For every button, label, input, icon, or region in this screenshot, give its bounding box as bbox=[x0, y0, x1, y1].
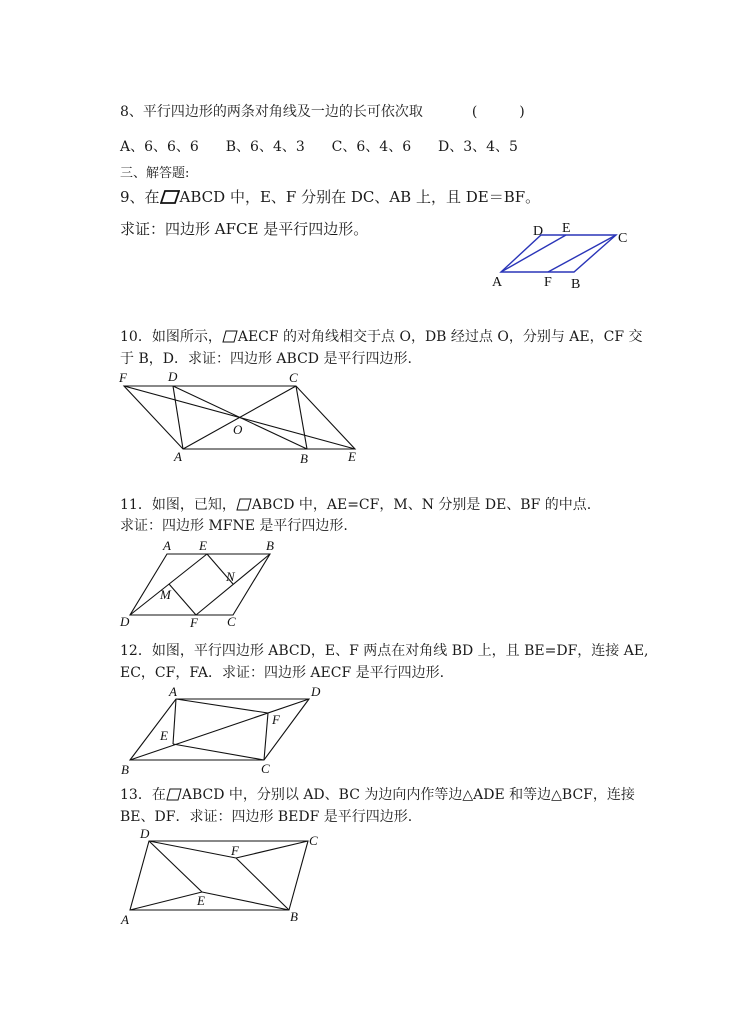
q12-segment-cf bbox=[264, 713, 268, 760]
q12-figure bbox=[115, 682, 335, 777]
q8-answer-paren: ( ) bbox=[471, 104, 525, 120]
q8-option-d: D、3、4、5 bbox=[438, 139, 518, 155]
q12-label-f: F bbox=[272, 712, 280, 727]
q10-rest: AECF 的对角线相交于点 O，DB 经过点 O，分别与 AE，CF 交 bbox=[237, 329, 643, 345]
q13-label-b: B bbox=[290, 909, 298, 924]
q8-option-c: C、6、4、6 bbox=[331, 139, 412, 155]
q10-label-c: C bbox=[289, 370, 298, 385]
q11-label-d: D bbox=[120, 614, 130, 629]
q12-label-c: C bbox=[261, 761, 270, 776]
q11-label-c: C bbox=[227, 614, 236, 629]
q11-segment-fb bbox=[196, 554, 270, 615]
q13-label-f: F bbox=[231, 843, 239, 858]
q11-label-b: B bbox=[266, 538, 274, 553]
q10-prefix: 10．如图所示， bbox=[120, 329, 222, 345]
q13-rest: ABCD 中，分别以 AD、BC 为边向内作等边△ADE 和等边△BCF，连接 bbox=[181, 787, 635, 803]
q12-segment-ae bbox=[173, 699, 176, 744]
q10-label-a: A bbox=[174, 449, 182, 464]
q11-segment-mf bbox=[169, 584, 196, 615]
q12-label-e: E bbox=[160, 728, 168, 743]
q8-option-b: B、6、4、3 bbox=[225, 139, 305, 155]
q12-segment-ec bbox=[173, 744, 264, 760]
q9-label-d: D bbox=[533, 224, 544, 239]
parallelogram-symbol-icon bbox=[160, 190, 180, 204]
section-heading: 三、解答题: bbox=[120, 166, 190, 181]
q8-option-a: A、6、6、6 bbox=[120, 139, 199, 155]
q11-line2: 求证：四边形 MFNE 是平行四边形. bbox=[120, 518, 348, 534]
q12-line1: 12．如图，平行四边形 ABCD，E、F 两点在对角线 BD 上，且 BE=DF，连接 AE, bbox=[120, 643, 649, 659]
q11-line1 bbox=[120, 494, 591, 514]
q9-rest: ABCD 中，E、F 分别在 DC、AB 上，且 DE＝BF。 bbox=[179, 188, 541, 206]
q9-prefix: 9、在 bbox=[120, 188, 160, 206]
q11-rest: ABCD 中，AE=CF，M、N 分别是 DE、BF 的中点. bbox=[251, 497, 592, 513]
parallelogram-symbol-icon bbox=[222, 330, 238, 343]
q13-label-c: C bbox=[309, 833, 318, 848]
q12-line2: EC，CF，FA．求证：四边形 AECF 是平行四边形. bbox=[120, 665, 445, 681]
q13-segment-df bbox=[149, 841, 236, 858]
q13-segment-fb bbox=[236, 858, 289, 910]
q9-label-c: C bbox=[618, 231, 628, 246]
q13-line2: BE、DF．求证：四边形 BEDF 是平行四边形. bbox=[120, 809, 413, 825]
q9-label-e: E bbox=[562, 221, 571, 236]
q10-label-b: B bbox=[300, 451, 308, 466]
q8-stem: 8、平行四边形的两条对角线及一边的长可依次取 bbox=[120, 104, 423, 120]
q13-segment-de bbox=[149, 841, 202, 892]
q11-label-e: E bbox=[199, 538, 207, 553]
q10-segment-db bbox=[173, 386, 307, 449]
q9-figure bbox=[485, 215, 635, 295]
q12-label-a: A bbox=[169, 684, 177, 699]
q9-segment-fc bbox=[548, 235, 616, 272]
q10-label-f: F bbox=[119, 370, 127, 385]
q13-label-e: E bbox=[197, 893, 205, 908]
q11-prefix: 11．如图，已知， bbox=[120, 497, 236, 513]
q9-proof: 求证：四边形 AFCE 是平行四边形。 bbox=[120, 220, 369, 238]
q13-segment-fc bbox=[236, 841, 308, 858]
q10-line1 bbox=[120, 326, 643, 346]
q13-segment-eb bbox=[202, 892, 289, 910]
q12-diagonal-bd bbox=[130, 699, 309, 760]
parallelogram-symbol-icon bbox=[236, 498, 252, 511]
q11-figure bbox=[115, 537, 295, 632]
q13-figure bbox=[115, 825, 335, 930]
q10-label-e: E bbox=[348, 449, 356, 464]
q9-label-f: F bbox=[544, 275, 552, 290]
q13-line1 bbox=[120, 784, 635, 804]
q13-label-a: A bbox=[121, 912, 129, 927]
q11-parallelogram bbox=[130, 554, 270, 615]
q8-stem-line bbox=[120, 101, 525, 121]
q11-label-f: F bbox=[190, 615, 198, 630]
q13-prefix: 13．在 bbox=[120, 787, 166, 803]
q10-label-d: D bbox=[168, 369, 178, 384]
q9-stem bbox=[120, 186, 540, 207]
q13-parallelogram bbox=[130, 841, 308, 910]
q13-segment-ae bbox=[130, 892, 202, 910]
q11-label-m: M bbox=[160, 587, 171, 602]
q12-label-b: B bbox=[121, 762, 129, 777]
q11-label-n: N bbox=[226, 569, 235, 584]
q10-label-o: O bbox=[233, 422, 243, 437]
q12-segment-fa bbox=[176, 699, 268, 713]
q11-label-a: A bbox=[163, 538, 171, 553]
q8-options bbox=[120, 136, 518, 156]
q9-segment-ae bbox=[501, 235, 566, 272]
q10-line2: 于 B，D．求证：四边形 ABCD 是平行四边形. bbox=[120, 351, 412, 367]
q9-label-a: A bbox=[492, 275, 503, 290]
q11-segment-de bbox=[130, 554, 207, 615]
parallelogram-symbol-icon bbox=[166, 788, 182, 801]
q10-figure bbox=[115, 368, 375, 468]
q9-label-b: B bbox=[571, 277, 581, 292]
q13-label-d: D bbox=[140, 826, 150, 841]
q12-label-d: D bbox=[311, 684, 321, 699]
